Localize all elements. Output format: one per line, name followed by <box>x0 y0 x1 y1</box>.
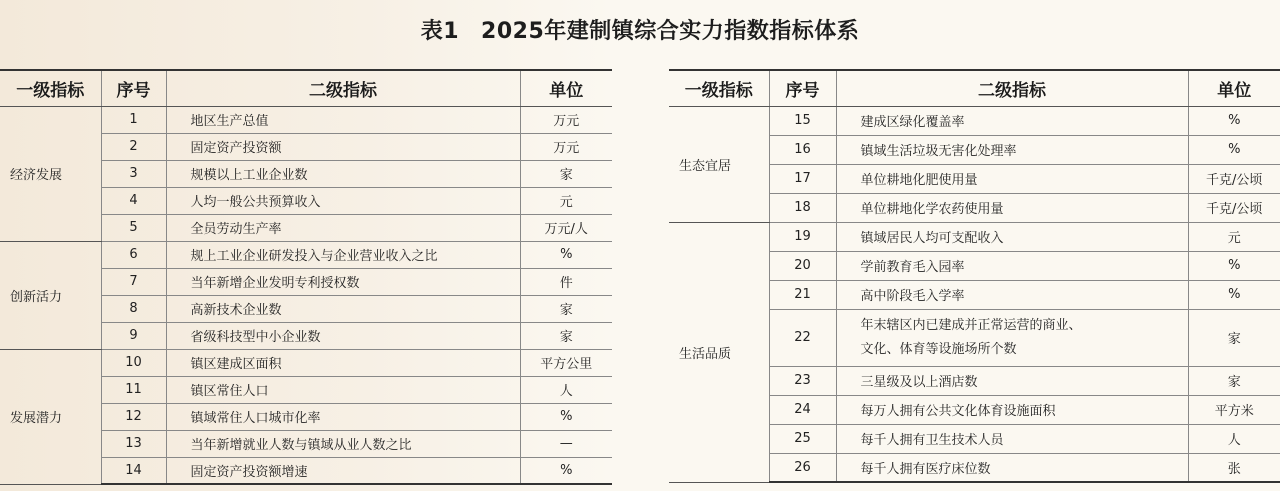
header-category: 一级指标 <box>669 70 769 106</box>
indicator-cell: 每万人拥有公共文化体育设施面积 <box>836 395 1188 424</box>
unit-cell: 家 <box>520 322 612 349</box>
unit-cell: 人 <box>1188 424 1280 453</box>
unit-cell: 人 <box>520 376 612 403</box>
unit-cell: 家 <box>1188 309 1280 366</box>
indicator-cell: 建成区绿化覆盖率 <box>836 106 1188 135</box>
indicator-cell: 每千人拥有卫生技术人员 <box>836 424 1188 453</box>
table-number: 表1 <box>420 19 460 44</box>
table-row <box>669 222 1280 251</box>
indicator-line-1: 年末辖区内已建成并正常运营的商业、 <box>860 317 1082 333</box>
unit-cell: % <box>520 403 612 430</box>
seq-cell: 7 <box>101 268 166 295</box>
indicator-table-right <box>669 69 1280 483</box>
header-indicator: 二级指标 <box>166 70 520 106</box>
seq-cell: 15 <box>769 106 836 135</box>
table-row <box>0 349 612 376</box>
seq-cell: 9 <box>101 322 166 349</box>
header-seq: 序号 <box>769 70 836 106</box>
indicator-cell: 地区生产总值 <box>166 106 520 133</box>
table-row <box>669 106 1280 135</box>
seq-cell: 22 <box>769 309 836 366</box>
unit-cell: 元 <box>1188 222 1280 251</box>
seq-cell: 23 <box>769 366 836 395</box>
indicator-cell: 高中阶段毛入学率 <box>836 280 1188 309</box>
unit-cell: 家 <box>1188 366 1280 395</box>
indicator-cell: 镇区建成区面积 <box>166 349 520 376</box>
unit-cell: 家 <box>520 160 612 187</box>
category-cell: 生活品质 <box>669 222 769 482</box>
seq-cell: 19 <box>769 222 836 251</box>
indicator-cell: 当年新增就业人数与镇域从业人数之比 <box>166 430 520 457</box>
seq-cell: 1 <box>101 106 166 133</box>
indicator-cell: 省级科技型中小企业数 <box>166 322 520 349</box>
seq-cell: 17 <box>769 164 836 193</box>
unit-cell: 万元/人 <box>520 214 612 241</box>
table-title <box>0 14 1280 45</box>
seq-cell: 11 <box>101 376 166 403</box>
indicator-cell: 固定资产投资额 <box>166 133 520 160</box>
seq-cell: 21 <box>769 280 836 309</box>
unit-cell: % <box>1188 106 1280 135</box>
indicator-cell: 学前教育毛入园率 <box>836 251 1188 280</box>
seq-cell: 25 <box>769 424 836 453</box>
indicator-cell: 镇区常住人口 <box>166 376 520 403</box>
indicator-cell: 高新技术企业数 <box>166 295 520 322</box>
seq-cell: 2 <box>101 133 166 160</box>
unit-cell: 平方公里 <box>520 349 612 376</box>
header-seq: 序号 <box>101 70 166 106</box>
unit-cell: % <box>1188 135 1280 164</box>
seq-cell: 14 <box>101 457 166 484</box>
table-caption: 2025年建制镇综合实力指数指标体系 <box>481 19 860 44</box>
seq-cell: 20 <box>769 251 836 280</box>
unit-cell: 张 <box>1188 453 1280 482</box>
table-row <box>0 241 612 268</box>
header-unit: 单位 <box>1188 70 1280 106</box>
unit-cell: 千克/公顷 <box>1188 193 1280 222</box>
category-cell: 生态宜居 <box>669 106 769 222</box>
seq-cell: 3 <box>101 160 166 187</box>
header-unit: 单位 <box>520 70 612 106</box>
table-header-row <box>669 70 1280 106</box>
unit-cell: % <box>520 457 612 484</box>
seq-cell: 16 <box>769 135 836 164</box>
category-cell: 发展潜力 <box>0 349 101 484</box>
seq-cell: 10 <box>101 349 166 376</box>
table-row <box>0 106 612 133</box>
unit-cell: 万元 <box>520 106 612 133</box>
unit-cell: 家 <box>520 295 612 322</box>
indicator-cell: 三星级及以上酒店数 <box>836 366 1188 395</box>
indicator-cell: 每千人拥有医疗床位数 <box>836 453 1188 482</box>
seq-cell: 26 <box>769 453 836 482</box>
indicator-cell: 人均一般公共预算收入 <box>166 187 520 214</box>
indicator-line-2: 文化、体育等设施场所个数 <box>860 341 1017 357</box>
unit-cell: % <box>1188 251 1280 280</box>
unit-cell: — <box>520 430 612 457</box>
indicator-cell: 全员劳动生产率 <box>166 214 520 241</box>
indicator-table-left <box>0 69 612 485</box>
unit-cell: 件 <box>520 268 612 295</box>
seq-cell: 5 <box>101 214 166 241</box>
seq-cell: 8 <box>101 295 166 322</box>
unit-cell: 千克/公顷 <box>1188 164 1280 193</box>
indicator-cell: 规上工业企业研发投入与企业营业收入之比 <box>166 241 520 268</box>
seq-cell: 6 <box>101 241 166 268</box>
indicator-cell: 单位耕地化学农药使用量 <box>836 193 1188 222</box>
unit-cell: 平方米 <box>1188 395 1280 424</box>
unit-cell: % <box>1188 280 1280 309</box>
seq-cell: 12 <box>101 403 166 430</box>
indicator-cell: 当年新增企业发明专利授权数 <box>166 268 520 295</box>
indicator-cell-multiline <box>836 309 1188 366</box>
category-cell: 经济发展 <box>0 106 101 241</box>
indicator-cell: 固定资产投资额增速 <box>166 457 520 484</box>
unit-cell: % <box>520 241 612 268</box>
indicator-cell: 镇域居民人均可支配收入 <box>836 222 1188 251</box>
indicator-cell: 单位耕地化肥使用量 <box>836 164 1188 193</box>
seq-cell: 13 <box>101 430 166 457</box>
header-indicator: 二级指标 <box>836 70 1188 106</box>
indicator-cell: 镇域生活垃圾无害化处理率 <box>836 135 1188 164</box>
category-cell: 创新活力 <box>0 241 101 349</box>
seq-cell: 24 <box>769 395 836 424</box>
indicator-cell: 镇域常住人口城市化率 <box>166 403 520 430</box>
seq-cell: 4 <box>101 187 166 214</box>
indicator-cell: 规模以上工业企业数 <box>166 160 520 187</box>
unit-cell: 万元 <box>520 133 612 160</box>
seq-cell: 18 <box>769 193 836 222</box>
header-category: 一级指标 <box>0 70 101 106</box>
unit-cell: 元 <box>520 187 612 214</box>
table-header-row <box>0 70 612 106</box>
